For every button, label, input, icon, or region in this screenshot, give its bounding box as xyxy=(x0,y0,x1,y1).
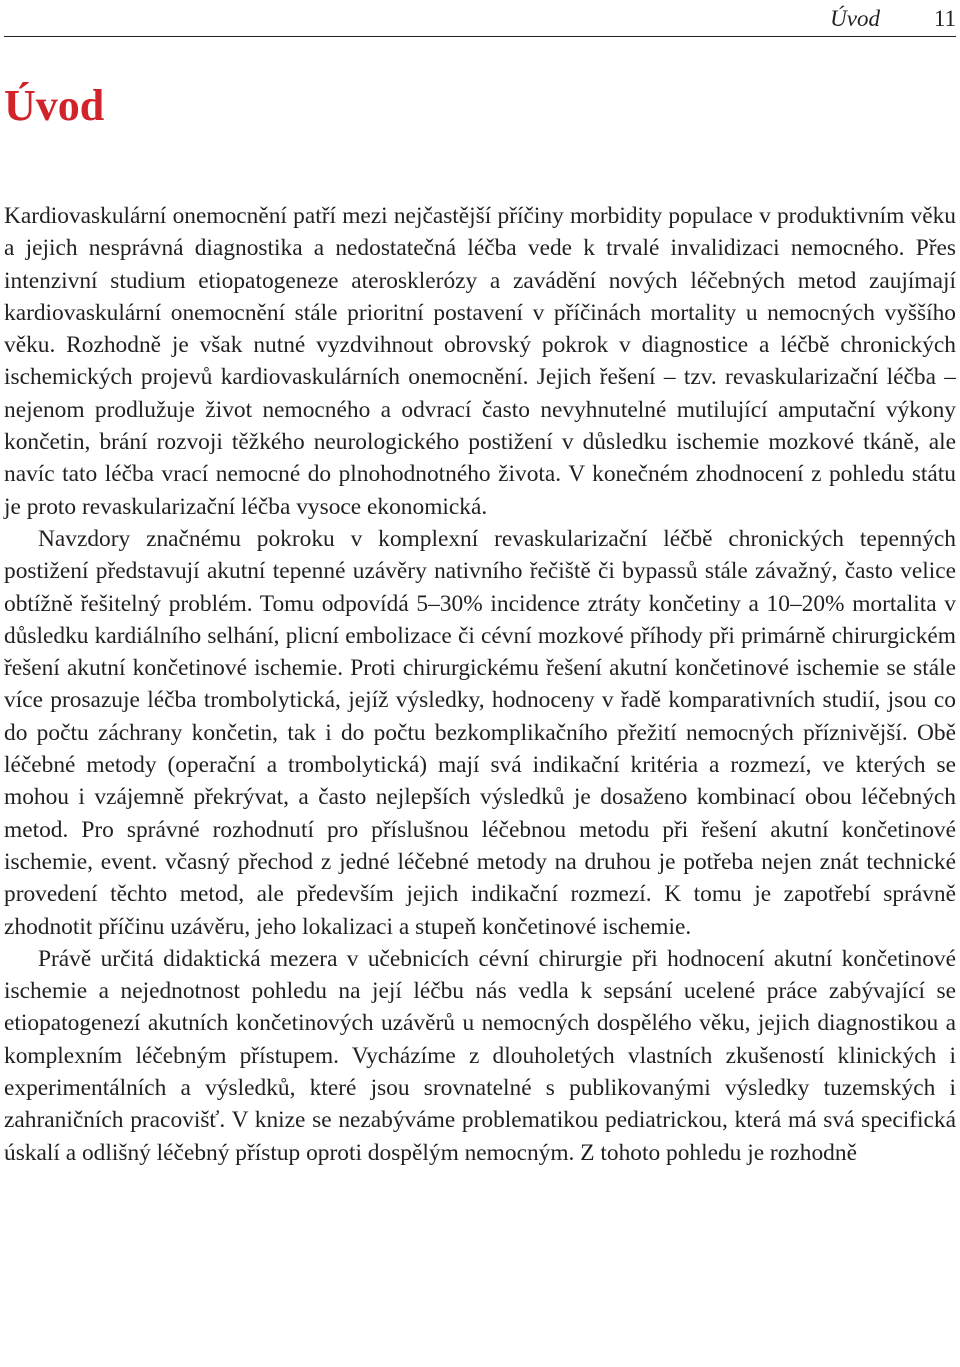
page-number: 11 xyxy=(933,6,956,31)
paragraph-1: Kardiovaskulární onemocnění patří mezi nejčastější příčiny morbidity populace v produktivním věku a jejich nesprávná diagnostika a nedostatečná léčba vede k trvalé invalidizaci nemocného. Přes intenzivní studium etiopatogeneze aterosklerózy a zavádění nových léčebných metod zaujímají kardiovaskulární onemocnění stále prioritní postavení v příčinách mortality u nemocných vyššího věku. Rozhodně je však nutné vyzdvihnout obrovský pokrok v diagnostice a léčbě chronických ischemických projevů kardiovaskulárních onemocnění. Jejich řešení – tzv. revaskularizační léčba – nejenom prodlužuje život nemocného a odvrací často nevyhnutelné mutilující amputační výkony končetin, brání rozvoji těžkého neurologického postižení v důsledku ischemie mozkové tkáně, ale navíc tato léčba vrací nemocné do plnohodnotného života. V konečném zhodnocení z pohledu státu je proto revaskularizační léčba vysoce ekonomická. xyxy=(4,203,956,520)
paragraph-2: Navzdory značnému pokroku v komplexní revaskularizační léčbě chronických tepenných postižení představují akutní tepenné uzávěry nativního řečiště či bypassů stále závažný, často velice obtížně řešitelný problém. Tomu odpovídá 5–30% incidence ztráty končetiny a 10–20% mortalita v důsledku kardiálního selhání, plicní embolizace či cévní mozkové příhody při primárně chirurgickém řešení akutní končetinové ischemie. Proti chirurgickému řešení akutní končetinové ischemie se stále více prosazuje léčba trombolytická, jejíž výsledky, hodnoceny v řadě komparativních studií, jsou co do počtu záchrany končetin, tak i do počtu bezkomplikačního přežití nemocných příznivější. Obě léčebné metody (operační a trombolytická) mají svá indikační kritéria a rozmezí, ve kterých se mohou i vzájemně překrývat, a často nejlepších výsledků je dosaženo kombinací obou léčebných metod. Pro správné rozhodnutí pro příslušnou léčebnou metodu při řešení akutní končetinové ischemie, event. včasný přechod z jedné léčebné metody na druhou je potřeba nejen znát technické provedení těchto metod, ale především jejich indikační rozmezí. K tomu je zapotřebí správně zhodnotit příčinu uzávěru, jeho lokalizaci a stupeň končetinové ischemie. xyxy=(4,525,956,940)
body-text xyxy=(4,200,956,1169)
paragraph-3: Právě určitá didaktická mezera v učebnicích cévní chirurgie při hodnocení akutní končetinové ischemie a nejednotnost pohledu na její léčbu nás vedla k sepsání ucelené práce zabývající se etiopatogenezí akutních končetinových uzávěrů u nemocných dospělého věku, jejich diagnostikou a komplexním léčebným přístupem. Vycházíme z dlouholetých vlastních zkušeností klinických i experimentálních a výsledků, které jsou srovnatelné s publikovanými výsledky tuzemských i zahraničních pracovišť. V knize se nezabýváme problematikou pediatrickou, která má svá specifická úskalí a odlišný léčebný přístup oproti dospělým nemocným. Z tohoto pohledu je rozhodně xyxy=(4,945,956,1166)
chapter-title: Úvod xyxy=(4,81,105,130)
running-title: Úvod xyxy=(830,6,880,31)
running-header xyxy=(4,4,956,37)
